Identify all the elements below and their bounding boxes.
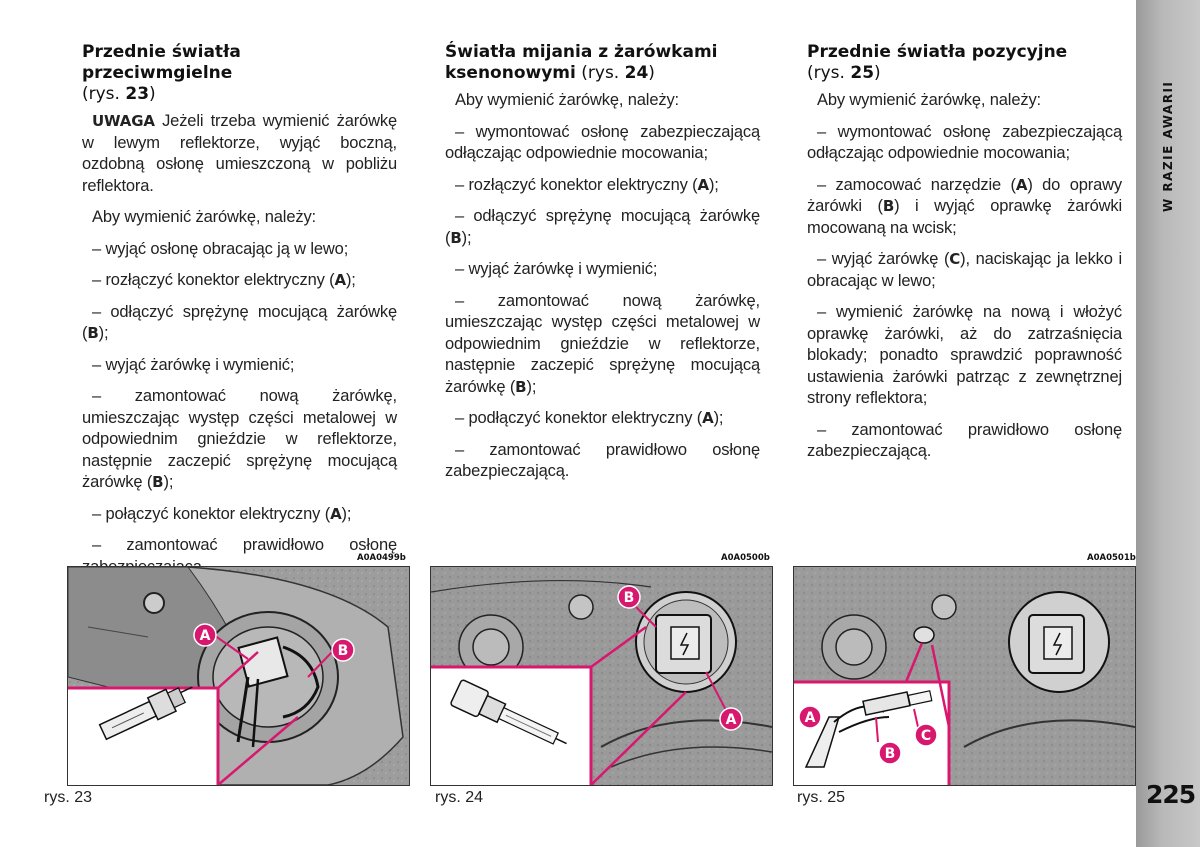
- figure-code: A0A0499b: [357, 553, 406, 563]
- callout-label-a: A: [725, 712, 737, 728]
- heading-title: Przednie światła przeciwmgielne: [82, 42, 241, 83]
- section-title-vertical: W RAZIE AWARII: [1161, 80, 1175, 212]
- step-item: – odłączyć sprężynę mocującą żarówkę (B);: [82, 302, 397, 342]
- figure-caption: rys. 23: [44, 789, 93, 806]
- step-item: – wyjąć osłonę obracając ją w lewo;: [92, 239, 349, 258]
- step-item: – rozłączyć konektor elektryczny (A);: [455, 175, 719, 194]
- step-item: – zamontować prawidłowo osłonę zabezpieczającą.: [445, 440, 760, 480]
- section-heading: [82, 42, 397, 105]
- figure-code: A0A0501b: [1087, 553, 1136, 563]
- section-heading: [445, 42, 760, 84]
- section-heading: [807, 42, 1122, 84]
- intro-paragraph: Aby wymienić żarówkę, należy:: [92, 208, 316, 226]
- intro-paragraph: Aby wymienić żarówkę, należy:: [817, 91, 1041, 109]
- heading-title: Światła mijania z żarówkami ksenonowymi: [445, 42, 718, 83]
- step-item: – wymontować osłonę zabezpieczającą odłączając odpowiednie mocowania;: [445, 122, 760, 162]
- figure-code: A0A0500b: [721, 553, 770, 563]
- page-number: 225: [1146, 780, 1196, 809]
- figure-position-light-bulb: [793, 566, 1136, 786]
- step-item: – zamontować prawidłowo osłonę: [92, 536, 397, 554]
- step-item: – zamontować prawidłowo osłonę zabezpieczającą.: [807, 420, 1122, 460]
- column-xenon-lights: [445, 42, 760, 493]
- callout-label-a: A: [199, 628, 211, 644]
- heading-figure-ref: (rys. 24): [575, 63, 655, 83]
- figure-fog-light-bulb: [67, 566, 410, 786]
- column-position-lights: [807, 42, 1122, 473]
- warning-paragraph: UWAGA Jeżeli trzeba wymienić żarówkę w lewym reflektorze, wyjąć boczną, ozdobną osłonę umieszczoną w pobliżu reflektora.: [82, 112, 397, 195]
- step-item: – wymienić żarówkę na nową i włożyć oprawkę żarówki, aż do zatrzaśnięcia blokady; ponadto sprawdzić poprawność ustawienia żarówki patrząc z zewnętrznej strony reflektora;: [807, 303, 1122, 407]
- figure-caption: rys. 25: [797, 789, 846, 806]
- column-fog-lights: [82, 42, 397, 588]
- step-item: – wyjąć żarówkę i wymienić;: [92, 355, 295, 374]
- callout-label-a: A: [804, 710, 816, 726]
- heading-title: Przednie światła pozycyjne: [807, 42, 1068, 62]
- step-item: – wymontować osłonę zabezpieczającą odłączając odpowiednie mocowania;: [807, 122, 1122, 162]
- callout-label-c: C: [920, 728, 932, 744]
- callout-label-b: B: [337, 643, 349, 659]
- figure-caption: rys. 24: [435, 789, 484, 806]
- step-item: – połączyć konektor elektryczny (A);: [92, 504, 352, 523]
- heading-figure-ref: (rys. 23): [82, 84, 156, 104]
- step-item: – zamontować nową żarówkę, umieszczając występ części metalowej w odpowiednim gnieździe w reflektorze, następnie zaczepić sprężynę mocującą żarówkę (B);: [82, 387, 397, 491]
- callout-label-b: B: [884, 746, 896, 762]
- intro-paragraph: Aby wymienić żarówkę, należy:: [455, 91, 679, 109]
- warning-label: UWAGA: [92, 112, 155, 130]
- heading-figure-ref: (rys. 25): [807, 63, 881, 83]
- step-item: – wyjąć żarówkę (C), naciskając ja lekko i obracając w lewo;: [807, 250, 1122, 290]
- step-item: – zamontować nową żarówkę, umieszczając występ części metalowej w odpowiednim gnieździe w reflektorze, następnie zaczepić sprężynę mocującą żarówkę (B);: [445, 291, 760, 396]
- step-item: – zamocować narzędzie (A) do oprawy żarówki (B) i wyjąć oprawkę żarówki mocowaną na wcisk;: [807, 175, 1122, 237]
- figure-xenon-bulb: [430, 566, 773, 786]
- callout-label-b: B: [623, 590, 635, 606]
- step-item: – podłączyć konektor elektryczny (A);: [455, 409, 724, 427]
- step-item: – odłączyć sprężynę mocującą żarówkę (B);: [445, 207, 760, 247]
- step-item: – wyjąć żarówkę i wymienić;: [455, 260, 658, 278]
- step-item: – rozłączyć konektor elektryczny (A);: [92, 271, 356, 289]
